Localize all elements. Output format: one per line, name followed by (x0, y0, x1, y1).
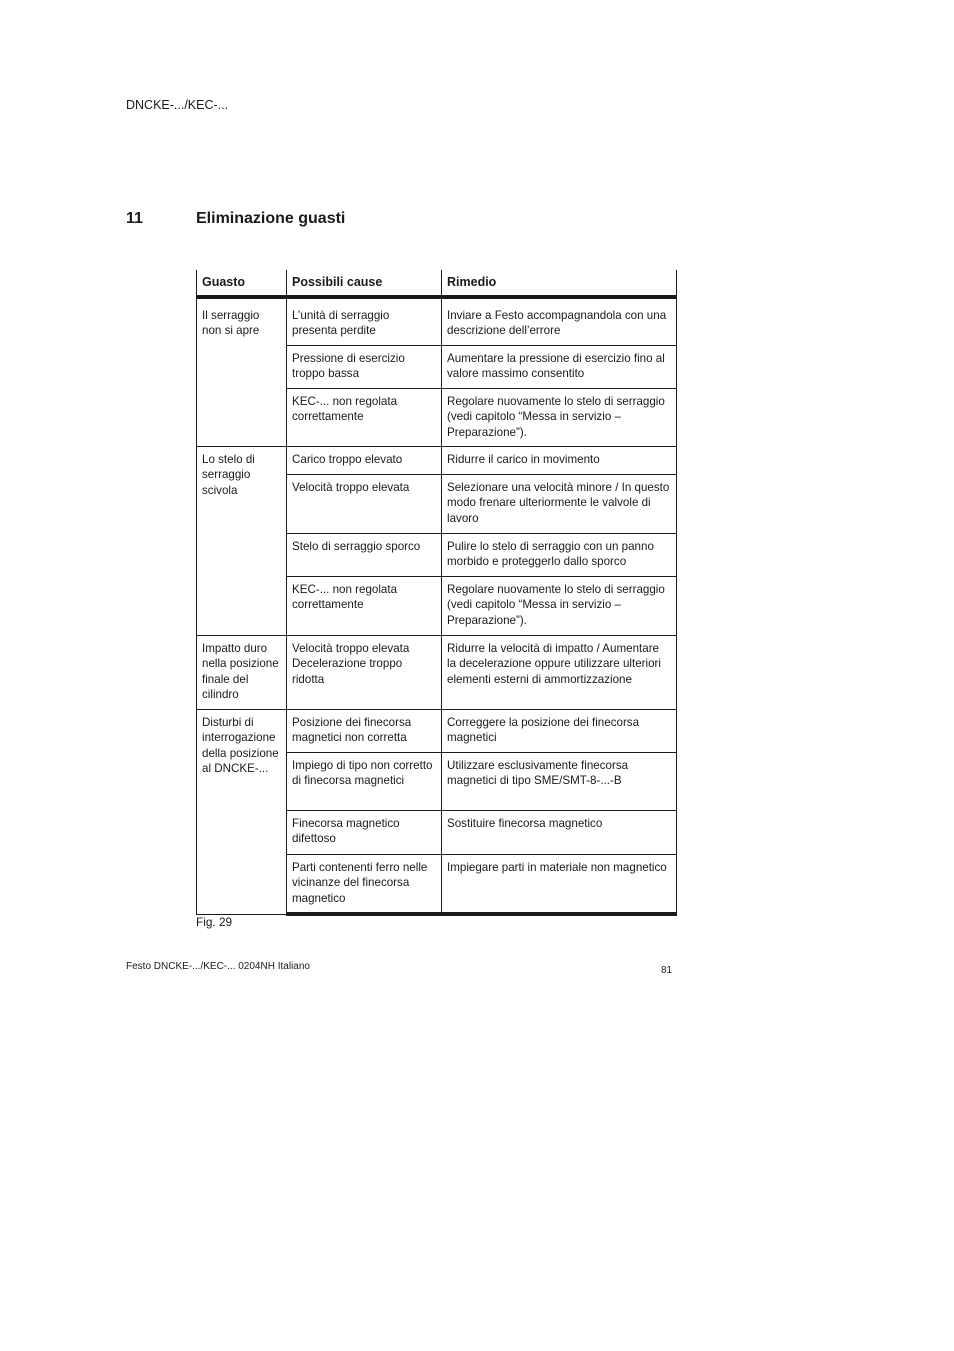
remedy-cell: Regolare nuovamente lo stelo di serraggio (vedi capitolo “Messa in servizio – Preparazione”). (442, 577, 677, 636)
cause-cell: Posizione dei finecorsa magnetici non corretta (287, 710, 442, 753)
cause-cell: Finecorsa magnetico difettoso (287, 811, 442, 855)
remedy-cell: Impiegare parti in materiale non magnetico (442, 855, 677, 915)
header-causes: Possibili cause (287, 270, 442, 297)
remedy-cell: Utilizzare esclusivamente finecorsa magnetici di tipo SME/SMT-8-...-B (442, 753, 677, 811)
remedy-cell: Selezionare una velocità minore / In questo modo frenare ulteriormente le valvole di lavoro (442, 475, 677, 534)
section-number: 11 (126, 210, 143, 227)
footer-doc-info: Festo DNCKE-.../KEC-... 0204NH Italiano (126, 961, 310, 972)
cause-cell: Velocità troppo elevata (287, 475, 442, 534)
remedy-cell: Ridurre il carico in movimento (442, 447, 677, 475)
fault-cell: Disturbi di interrogazione della posizione al DNCKE-... (197, 710, 287, 915)
table-row (197, 710, 677, 753)
remedy-cell: Correggere la posizione dei finecorsa magnetici (442, 710, 677, 753)
table-header-row (197, 270, 677, 297)
table-row (197, 447, 677, 475)
section-heading (126, 210, 345, 228)
troubleshooting-table-container (196, 270, 676, 916)
fault-cell: Lo stelo di serraggio scivola (197, 447, 287, 636)
cause-cell: KEC-... non regolata correttamente (287, 388, 442, 446)
section-title: Eliminazione guasti (196, 210, 346, 227)
table-row (197, 297, 677, 345)
page-number: 81 (661, 965, 673, 976)
cause-cell: Velocità troppo elevata Decelerazione troppo ridotta (287, 636, 442, 710)
remedy-cell: Aumentare la pressione di esercizio fino al valore massimo consentito (442, 345, 677, 388)
remedy-cell: Ridurre la velocità di impatto / Aumentare la decelerazione oppure utilizzare ulteriori elementi esterni di ammortizzazione (442, 636, 677, 710)
header-fault: Guasto (197, 270, 287, 297)
cause-cell: Parti contenenti ferro nelle vicinanze del finecorsa magnetico (287, 855, 442, 915)
cause-cell: Stelo di serraggio sporco (287, 534, 442, 577)
cause-cell: L’unità di serraggio presenta perdite (287, 297, 442, 345)
cause-cell: Impiego di tipo non corretto di finecorsa magnetici (287, 753, 442, 811)
cause-cell: KEC-... non regolata correttamente (287, 577, 442, 636)
table-row (197, 636, 677, 710)
cause-cell: Carico troppo elevato (287, 447, 442, 475)
fault-cell: Impatto duro nella posizione finale del cilindro (197, 636, 287, 710)
remedy-cell: Regolare nuovamente lo stelo di serraggio (vedi capitolo “Messa in servizio – Preparazione”). (442, 388, 677, 446)
remedy-cell: Inviare a Festo accompagnandola con una descrizione dell’errore (442, 297, 677, 345)
remedy-cell: Sostituire finecorsa magnetico (442, 811, 677, 855)
troubleshooting-table (196, 270, 677, 916)
fault-cell: Il serraggio non si apre (197, 297, 287, 447)
cause-cell: Pressione di esercizio troppo bassa (287, 345, 442, 388)
header-remedy: Rimedio (442, 270, 677, 297)
remedy-cell: Pulire lo stelo di serraggio con un panno morbido e proteggerlo dallo sporco (442, 534, 677, 577)
figure-caption: Fig. 29 (196, 915, 233, 929)
document-reference: DNCKE-.../KEC-... (126, 98, 229, 112)
